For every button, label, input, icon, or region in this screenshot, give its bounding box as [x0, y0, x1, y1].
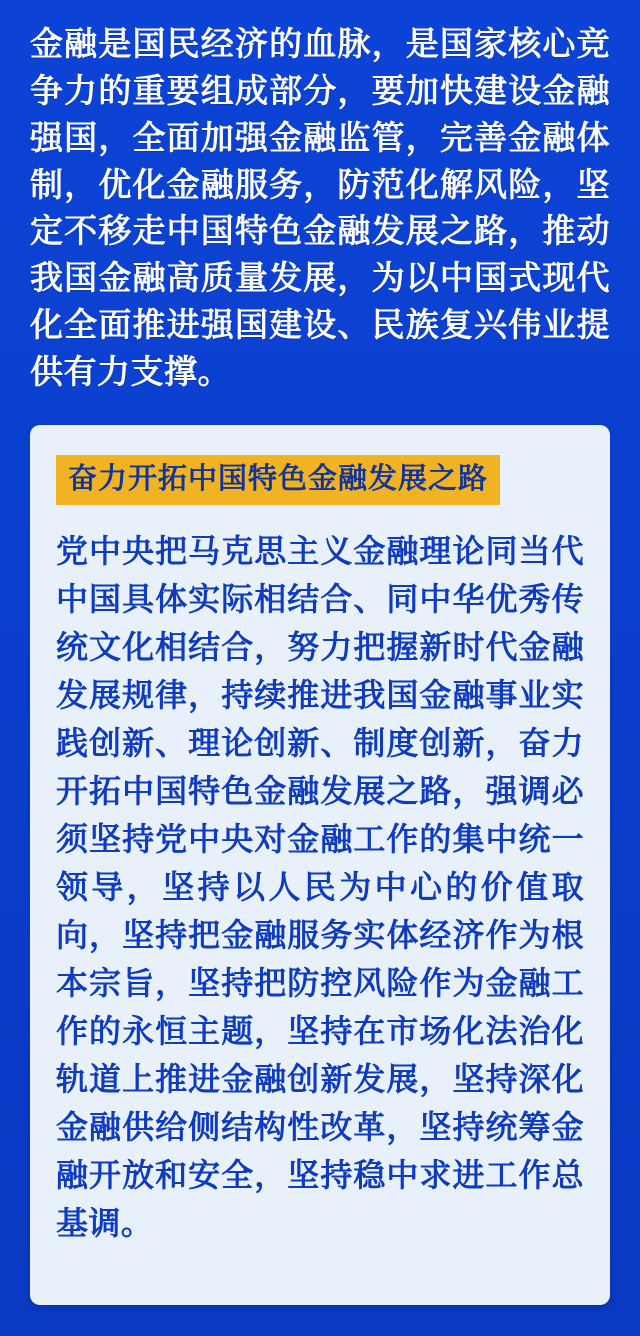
lead-paragraph: 金融是国民经济的血脉，是国家核心竞争力的重要组成部分，要加快建设金融强国，全面加强金融监管，完善金融体制，优化金融服务，防范化解风险，坚定不移走中国特色金融发展之路，推动我国金融高质量发展，为以中国式现代化全面推进强国建设、民族复兴伟业提供有力支撑。 — [30, 27, 610, 392]
highlight-card — [30, 425, 610, 1305]
card-body-paragraph: 党中央把马克思主义金融理论同当代中国具体实际相结合、同中华优秀传统文化相结合，努力把握新时代金融发展规律，持续推进我国金融事业实践创新、理论创新、制度创新，奋力开拓中国特色金融发展之路，强调必须坚持党中央对金融工作的集中统一领导，坚持以人民为中心的价值取向，坚持把金融服务实体经济作为根本宗旨，坚持把防控风险作为金融工作的永恒主题，坚持在市场化法治化轨道上推进金融创新发展，坚持深化金融供给侧结构性改革，坚持统筹金融开放和安全，坚持稳中求进工作总基调。 — [56, 533, 584, 1242]
card-heading: 奋力开拓中国特色金融发展之路 — [56, 455, 500, 505]
